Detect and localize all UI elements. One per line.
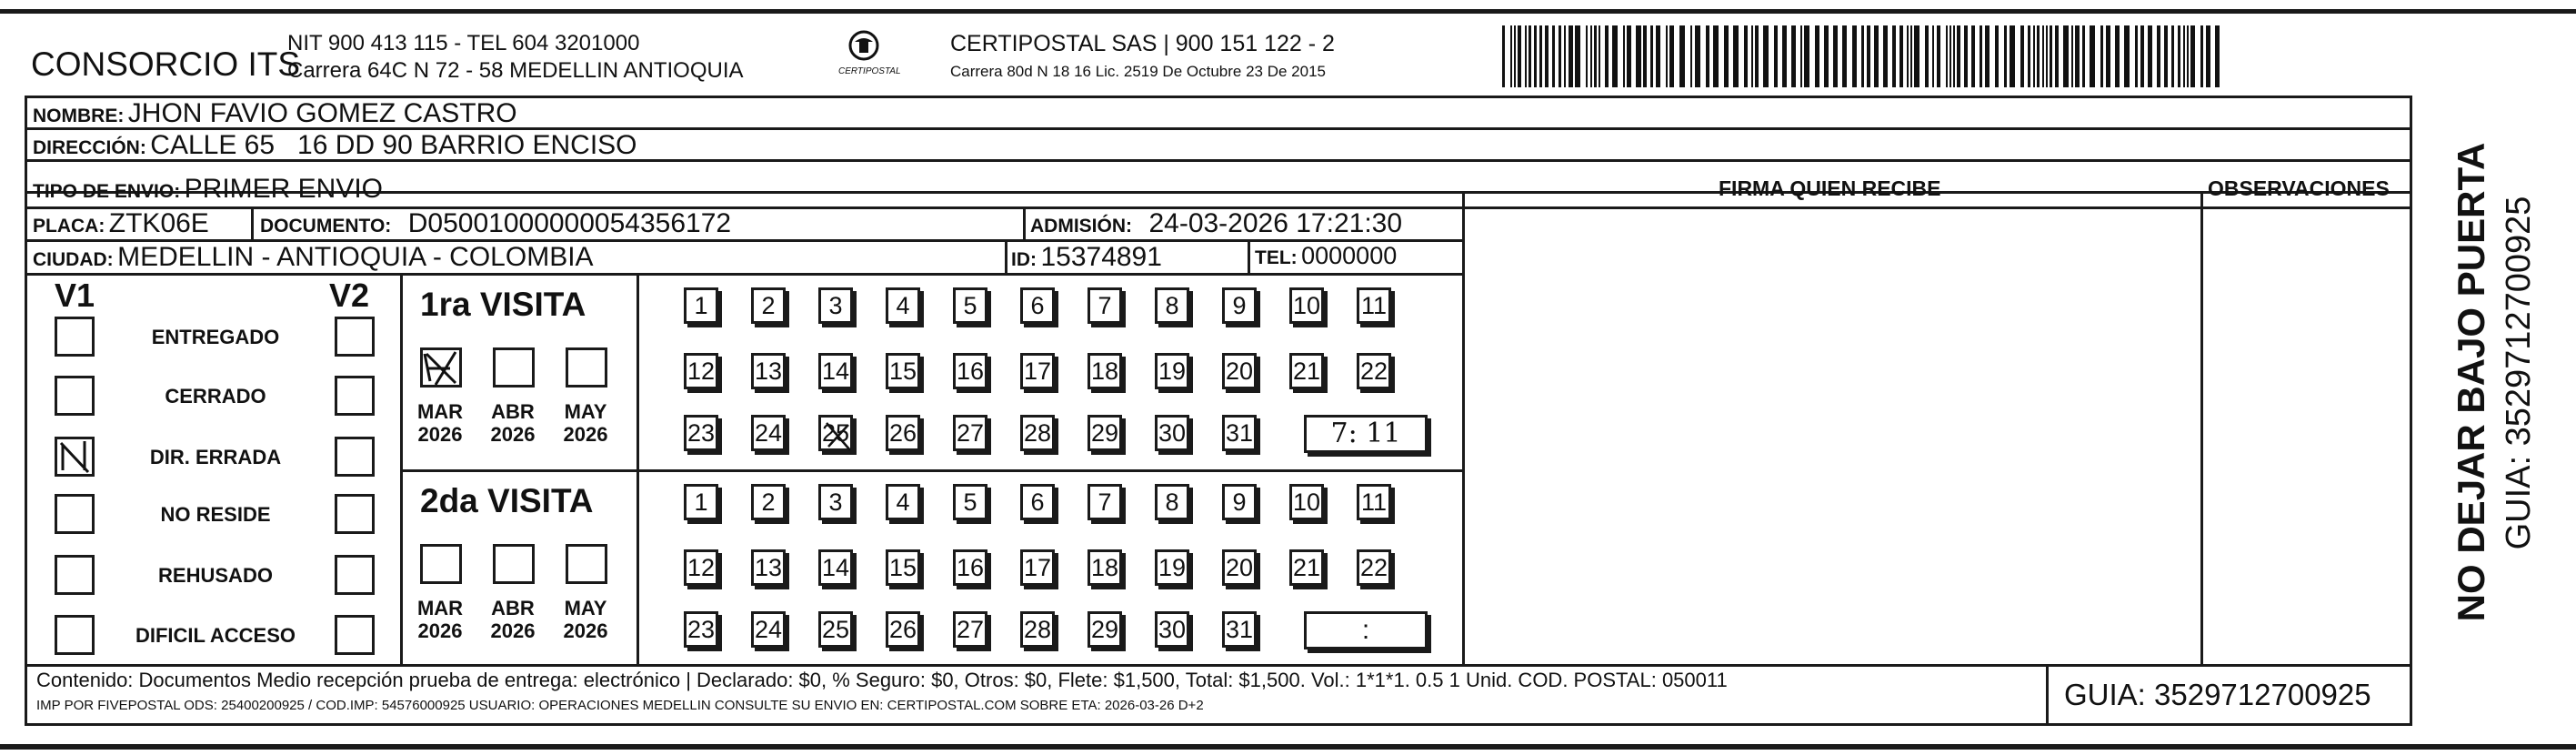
time-field[interactable]: [1304, 415, 1428, 453]
barcode-bar: [2164, 25, 2168, 87]
barcode-bar: [1815, 25, 1819, 87]
day-box[interactable]: 23: [684, 415, 718, 451]
v1-checkbox[interactable]: [55, 376, 95, 416]
day-box[interactable]: 3: [818, 484, 853, 520]
barcode-bar: [1594, 25, 1597, 87]
day-box[interactable]: 24: [751, 415, 786, 451]
ciudad-value: MEDELLIN - ANTIOQUIA - COLOMBIA: [117, 242, 594, 272]
day-box[interactable]: 26: [886, 415, 920, 451]
tel-row: [1255, 244, 1397, 268]
month-name: MAR: [416, 597, 464, 619]
id-value: 15374891: [1040, 242, 1162, 272]
nombre-label: NOMBRE:: [33, 106, 125, 126]
box-right: [2410, 96, 2412, 726]
company-name: CONSORCIO ITS: [31, 45, 301, 83]
certipostal-logo: [818, 27, 909, 82]
barcode-bar: [2206, 25, 2210, 87]
tel-value: 0000000: [1301, 242, 1398, 269]
barcode-bar: [1529, 25, 1531, 87]
barcode-bar: [2055, 25, 2059, 87]
v1-checkbox[interactable]: [55, 317, 95, 357]
day-box[interactable]: 27: [953, 415, 987, 451]
day-box[interactable]: 15: [886, 353, 920, 389]
month-year: 2026: [490, 619, 536, 643]
v2-checkbox[interactable]: [335, 437, 375, 477]
id-label: ID:: [1011, 249, 1037, 270]
day-box[interactable]: 2: [751, 484, 786, 520]
day-number: 25: [821, 419, 850, 447]
barcode-bar: [2020, 25, 2024, 87]
barcode-bar: [2042, 25, 2044, 87]
obs-left: [2200, 191, 2203, 666]
barcode-bar: [2215, 25, 2220, 87]
day-box[interactable]: 25: [818, 611, 853, 648]
month-label: [551, 597, 620, 643]
v2-heading: V2: [329, 277, 370, 314]
barcode-bar: [2033, 25, 2035, 87]
status-option-label: CERRADO: [165, 385, 266, 408]
documento-label: DOCUMENTO:: [260, 216, 392, 237]
barcode-bar: [1867, 25, 1870, 87]
day-box[interactable]: 14: [818, 549, 853, 586]
direccion-row: [33, 132, 637, 159]
day-box[interactable]: 16: [953, 549, 987, 586]
barcode-bar: [2046, 25, 2048, 87]
day-box[interactable]: 12: [684, 549, 718, 586]
ciudad-label: CIUDAD:: [33, 249, 114, 270]
day-box[interactable]: 15: [886, 549, 920, 586]
company-address: Carrera 64C N 72 - 58 MEDELLIN ANTIOQUIA: [287, 58, 744, 83]
day-box[interactable]: 16: [953, 353, 987, 389]
cross-mark-icon: [823, 419, 854, 452]
day-box[interactable]: 13: [751, 549, 786, 586]
barcode-bar: [1883, 25, 1888, 87]
status-option-label: REHUSADO: [158, 564, 273, 587]
day-box[interactable]: 29: [1088, 415, 1122, 451]
barcode-bar: [2010, 25, 2015, 87]
day-box[interactable]: 21: [1289, 353, 1324, 389]
barcode-bar: [1564, 25, 1566, 87]
day-box[interactable]: 3: [818, 287, 853, 324]
day-box[interactable]: 14: [818, 353, 853, 389]
month-year: 2026: [417, 619, 463, 643]
id-row: [1011, 244, 1162, 271]
day-box[interactable]: 6: [1020, 484, 1055, 520]
barcode-bar: [1569, 25, 1573, 87]
nombre-row: [33, 100, 517, 127]
v2-checkbox[interactable]: [335, 555, 375, 595]
tipo-label: TIPO DE ENVIO:: [33, 181, 181, 202]
barcode-bar: [1502, 25, 1505, 87]
v1-heading: V1: [55, 277, 95, 314]
documento-row: [260, 210, 731, 237]
barcode-bar: [1539, 25, 1542, 87]
visit-title: 1ra VISITA: [420, 286, 586, 323]
barcode-bar: [1599, 25, 1600, 87]
day-box[interactable]: [818, 415, 853, 451]
placa-divider: [251, 206, 254, 240]
barcode-bar: [1679, 25, 1685, 87]
barcode-bar: [2100, 25, 2103, 87]
box-line-6: [25, 273, 1464, 276]
id-divider: [1005, 239, 1007, 273]
barcode-bar: [2106, 25, 2110, 87]
day-box[interactable]: 29: [1088, 611, 1122, 648]
day-box[interactable]: 6: [1020, 287, 1055, 324]
day-box[interactable]: 10: [1289, 287, 1324, 324]
barcode-bar: [1791, 25, 1796, 87]
barcode-bar: [2190, 25, 2195, 87]
month-checkbox[interactable]: [566, 544, 607, 584]
day-box[interactable]: 4: [886, 287, 920, 324]
month-checkbox[interactable]: [493, 347, 535, 388]
barcode-bar: [1744, 25, 1748, 87]
month-checkbox[interactable]: [420, 544, 462, 584]
time-value: 7: 11: [1330, 418, 1401, 449]
barcode-bar: [1545, 25, 1549, 87]
day-box[interactable]: 13: [751, 353, 786, 389]
day-box[interactable]: 26: [886, 611, 920, 648]
logo-label: CERTIPOSTAL: [838, 66, 901, 76]
visit-divider: [400, 469, 1464, 472]
month-name: ABR: [491, 597, 535, 619]
day-box[interactable]: 27: [953, 611, 987, 648]
barcode-bar: [2178, 25, 2180, 87]
barcode-bar: [1937, 25, 1940, 87]
placa-label: PLACA:: [33, 216, 105, 237]
day-box[interactable]: 9: [1222, 484, 1257, 520]
barcode-bar: [1690, 25, 1692, 87]
status-option-label: ENTREGADO: [151, 326, 280, 348]
barcode-bar: [2090, 25, 2095, 87]
barcode-bar: [2115, 25, 2120, 87]
visit-title: 2da VISITA: [420, 482, 594, 519]
status-divider: [400, 273, 403, 666]
month-label: [478, 400, 547, 447]
barcode-bar: [1953, 25, 1955, 87]
barcode-bar: [1552, 25, 1555, 87]
barcode-bar: [1612, 25, 1618, 87]
barcode-bar: [2157, 25, 2160, 87]
day-box[interactable]: 30: [1155, 415, 1189, 451]
placa-row: [33, 210, 209, 237]
box-bottom: [25, 723, 2412, 726]
month-checkbox[interactable]: [566, 347, 607, 388]
barcode-bar: [1724, 25, 1729, 87]
month-label: [406, 597, 475, 643]
top-border: [0, 9, 2576, 14]
day-box[interactable]: 18: [1088, 549, 1122, 586]
month-year: 2026: [563, 423, 608, 447]
day-box[interactable]: 11: [1357, 484, 1391, 520]
admision-row: [1030, 210, 1402, 237]
month-label: [406, 400, 475, 447]
side-warning: NO DEJAR BAJO PUERTA: [2450, 142, 2492, 622]
month-checkbox[interactable]: [420, 347, 462, 388]
time-field[interactable]: [1304, 611, 1428, 649]
month-year: 2026: [490, 423, 536, 447]
barcode-bar: [1950, 25, 1951, 87]
day-box[interactable]: 17: [1020, 549, 1055, 586]
v2-checkbox[interactable]: [335, 615, 375, 655]
tel-divider: [1248, 239, 1250, 273]
month-label: [551, 400, 620, 447]
guia-divider: [2046, 664, 2049, 725]
barcode-bar: [1623, 25, 1625, 87]
barcode-bar: [2200, 25, 2203, 87]
barcode-bar: [1899, 25, 1903, 87]
barcode-bar: [1586, 25, 1588, 87]
bottom-border: [0, 744, 2576, 750]
barcode-bar: [1804, 25, 1809, 87]
day-box[interactable]: 11: [1357, 287, 1391, 324]
barcode-bar: [1755, 25, 1759, 87]
day-box[interactable]: 2: [751, 287, 786, 324]
barcode-bar: [1985, 25, 1990, 87]
placa-value: ZTK06E: [108, 208, 209, 238]
footer-imp: IMP POR FIVEPOSTAL ODS: 25400200925 / COD.IMP: 54576000925 USUARIO: OPERACIONES MEDELLIN CONSULTE SU ENVIO EN: CERTIPOSTAL.COM SOBRE ETA: 2026-03-26 D+2: [36, 698, 1204, 713]
v1-checkbox[interactable]: [55, 555, 95, 595]
status-option-label: NO RESIDE: [160, 503, 271, 526]
month-name: MAR: [416, 400, 464, 423]
barcode-bar: [1559, 25, 1561, 87]
barcode-bar: [1946, 25, 1948, 87]
barcode-bar: [1914, 25, 1919, 87]
v2-checkbox[interactable]: [335, 317, 375, 357]
barcode-bar: [1842, 25, 1847, 87]
month-year: 2026: [417, 423, 463, 447]
barcode-bar: [2050, 25, 2052, 87]
barcode-bar: [1995, 25, 1999, 87]
barcode-bar: [1782, 25, 1787, 87]
day-box[interactable]: 31: [1222, 611, 1257, 648]
ciudad-row: [33, 244, 594, 271]
month-name: MAY: [564, 597, 607, 619]
barcode-bar: [2140, 25, 2144, 87]
barcode-bar: [1751, 25, 1753, 87]
barcode-bar: [1980, 25, 1982, 87]
footer-guia: GUIA: 3529712700925: [2064, 678, 2371, 711]
barcode-bar: [1925, 25, 1929, 87]
barcode-bar: [1518, 25, 1521, 87]
barcode-bar: [2071, 25, 2073, 87]
barcode-bar: [1590, 25, 1592, 87]
company-nit: NIT 900 413 115 - TEL 604 3201000: [287, 31, 640, 55]
barcode-bar: [2075, 25, 2080, 87]
firma-left: [1462, 191, 1465, 666]
barcode-bar: [2037, 25, 2040, 87]
day-box[interactable]: 28: [1020, 611, 1055, 648]
barcode-bar: [1525, 25, 1527, 87]
day-box[interactable]: 7: [1088, 287, 1122, 324]
barcode-bar: [2082, 25, 2085, 87]
barcode-bar: [1907, 25, 1909, 87]
day-box[interactable]: 1: [684, 287, 718, 324]
barcode-bar: [1892, 25, 1896, 87]
barcode-bar: [2124, 25, 2130, 87]
month-label: [478, 597, 547, 643]
day-box[interactable]: 22: [1357, 353, 1391, 389]
day-box[interactable]: 20: [1222, 549, 1257, 586]
barcode-bar: [1874, 25, 1879, 87]
barcode-bar: [2135, 25, 2138, 87]
barcode-bar: [1656, 25, 1660, 87]
day-box[interactable]: 19: [1155, 353, 1189, 389]
barcode-bar: [1643, 25, 1647, 87]
month-checkbox[interactable]: [493, 544, 535, 584]
footer-contenido: Contenido: Documentos Medio recepción prueba de entrega: electrónico | Declarado: $0, % Seguro: $0, Otros: $0, Flete: $1,500, Total: $1,500. Vol.: 1*1*1. 0.5 1 Unid. COD. POSTAL: 050011: [36, 669, 1728, 691]
tipo-value: PRIMER ENVIO: [184, 174, 384, 204]
admision-label: ADMISIÓN:: [1030, 216, 1132, 237]
status-option-label: DIFICIL ACCESO: [135, 624, 296, 647]
day-box[interactable]: 5: [953, 287, 987, 324]
barcode-bar: [2171, 25, 2174, 87]
day-box[interactable]: 8: [1155, 287, 1189, 324]
barcode-bar: [1852, 25, 1857, 87]
barcode-bar: [1763, 25, 1769, 87]
days-divider: [636, 273, 639, 666]
v2-checkbox[interactable]: [335, 494, 375, 534]
tel-label: TEL:: [1255, 247, 1298, 268]
day-box[interactable]: 1: [684, 484, 718, 520]
day-box[interactable]: 4: [886, 484, 920, 520]
direccion-value: CALLE 65 16 DD 90 BARRIO ENCISO: [150, 130, 637, 160]
logo-mark-icon: [818, 27, 909, 64]
barcode-bar: [1627, 25, 1631, 87]
day-box[interactable]: 30: [1155, 611, 1189, 648]
carrier-license: Carrera 80d N 18 16 Lic. 2519 De Octubre 23 De 2015: [950, 63, 1326, 80]
barcode-bar: [1932, 25, 1934, 87]
day-box[interactable]: 8: [1155, 484, 1189, 520]
barcode-bar: [2063, 25, 2069, 87]
day-box[interactable]: 12: [684, 353, 718, 389]
barcode-bar: [1733, 25, 1739, 87]
barcode-bar: [2004, 25, 2007, 87]
barcode-bar: [1666, 25, 1668, 87]
barcode-bar: [1669, 25, 1674, 87]
check-mark-icon: [57, 439, 92, 474]
month-name: MAY: [564, 400, 607, 423]
barcode-bar: [1650, 25, 1653, 87]
footer-top: [25, 664, 2412, 667]
barcode-bar: [1800, 25, 1802, 87]
day-box[interactable]: 21: [1289, 549, 1324, 586]
v1-checkbox[interactable]: [55, 494, 95, 534]
admision-value: 24-03-2026 17:21:30: [1148, 208, 1403, 238]
barcode-bar: [1971, 25, 1975, 87]
carrier-name: CERTIPOSTAL SAS | 900 151 122 - 2: [950, 31, 1335, 56]
barcode-bar: [1910, 25, 1912, 87]
day-box[interactable]: 17: [1020, 353, 1055, 389]
barcode: [1502, 25, 2230, 87]
status-option-label: DIR. ERRADA: [149, 446, 282, 468]
month-name: ABR: [491, 400, 535, 423]
day-box[interactable]: 18: [1088, 353, 1122, 389]
direccion-label: DIRECCIÓN:: [33, 137, 146, 158]
day-box[interactable]: 19: [1155, 549, 1189, 586]
barcode-bar: [1957, 25, 1960, 87]
side-guia: GUIA: 3529712700925: [2500, 196, 2538, 550]
day-box[interactable]: 22: [1357, 549, 1391, 586]
day-box[interactable]: 10: [1289, 484, 1324, 520]
barcode-bar: [1824, 25, 1829, 87]
barcode-bar: [1695, 25, 1700, 87]
v2-checkbox[interactable]: [335, 376, 375, 416]
barcode-bar: [2028, 25, 2030, 87]
barcode-bar: [1861, 25, 1864, 87]
barcode-bar: [2148, 25, 2152, 87]
documento-value: D05001000000054356172: [407, 208, 732, 238]
box-left: [25, 96, 27, 726]
barcode-bar: [1636, 25, 1641, 87]
check-mark-icon: [423, 350, 459, 387]
day-box[interactable]: 20: [1222, 353, 1257, 389]
day-box[interactable]: 28: [1020, 415, 1055, 451]
time-value: :: [1361, 615, 1370, 645]
day-box[interactable]: 9: [1222, 287, 1257, 324]
barcode-bar: [2187, 25, 2189, 87]
nombre-value: JHON FAVIO GOMEZ CASTRO: [127, 98, 517, 128]
barcode-bar: [1534, 25, 1537, 87]
day-box[interactable]: 31: [1222, 415, 1257, 451]
admision-divider: [1023, 206, 1026, 240]
barcode-bar: [2183, 25, 2185, 87]
firma-header: FIRMA QUIEN RECIBE: [1719, 176, 1941, 200]
day-box[interactable]: 7: [1088, 484, 1122, 520]
barcode-bar: [1514, 25, 1516, 87]
barcode-bar: [1964, 25, 1968, 87]
day-box[interactable]: 23: [684, 611, 718, 648]
month-year: 2026: [563, 619, 608, 643]
barcode-bar: [1706, 25, 1709, 87]
barcode-bar: [1774, 25, 1778, 87]
v1-checkbox[interactable]: [55, 437, 95, 477]
observaciones-header: OBSERVACIONES: [2208, 176, 2390, 200]
barcode-bar: [1713, 25, 1719, 87]
tipo-row: [33, 176, 383, 203]
day-box[interactable]: 5: [953, 484, 987, 520]
v1-checkbox[interactable]: [55, 615, 95, 655]
barcode-bar: [1575, 25, 1580, 87]
barcode-bar: [1833, 25, 1838, 87]
day-box[interactable]: 24: [751, 611, 786, 648]
barcode-bar: [1510, 25, 1512, 87]
barcode-bar: [1605, 25, 1609, 87]
